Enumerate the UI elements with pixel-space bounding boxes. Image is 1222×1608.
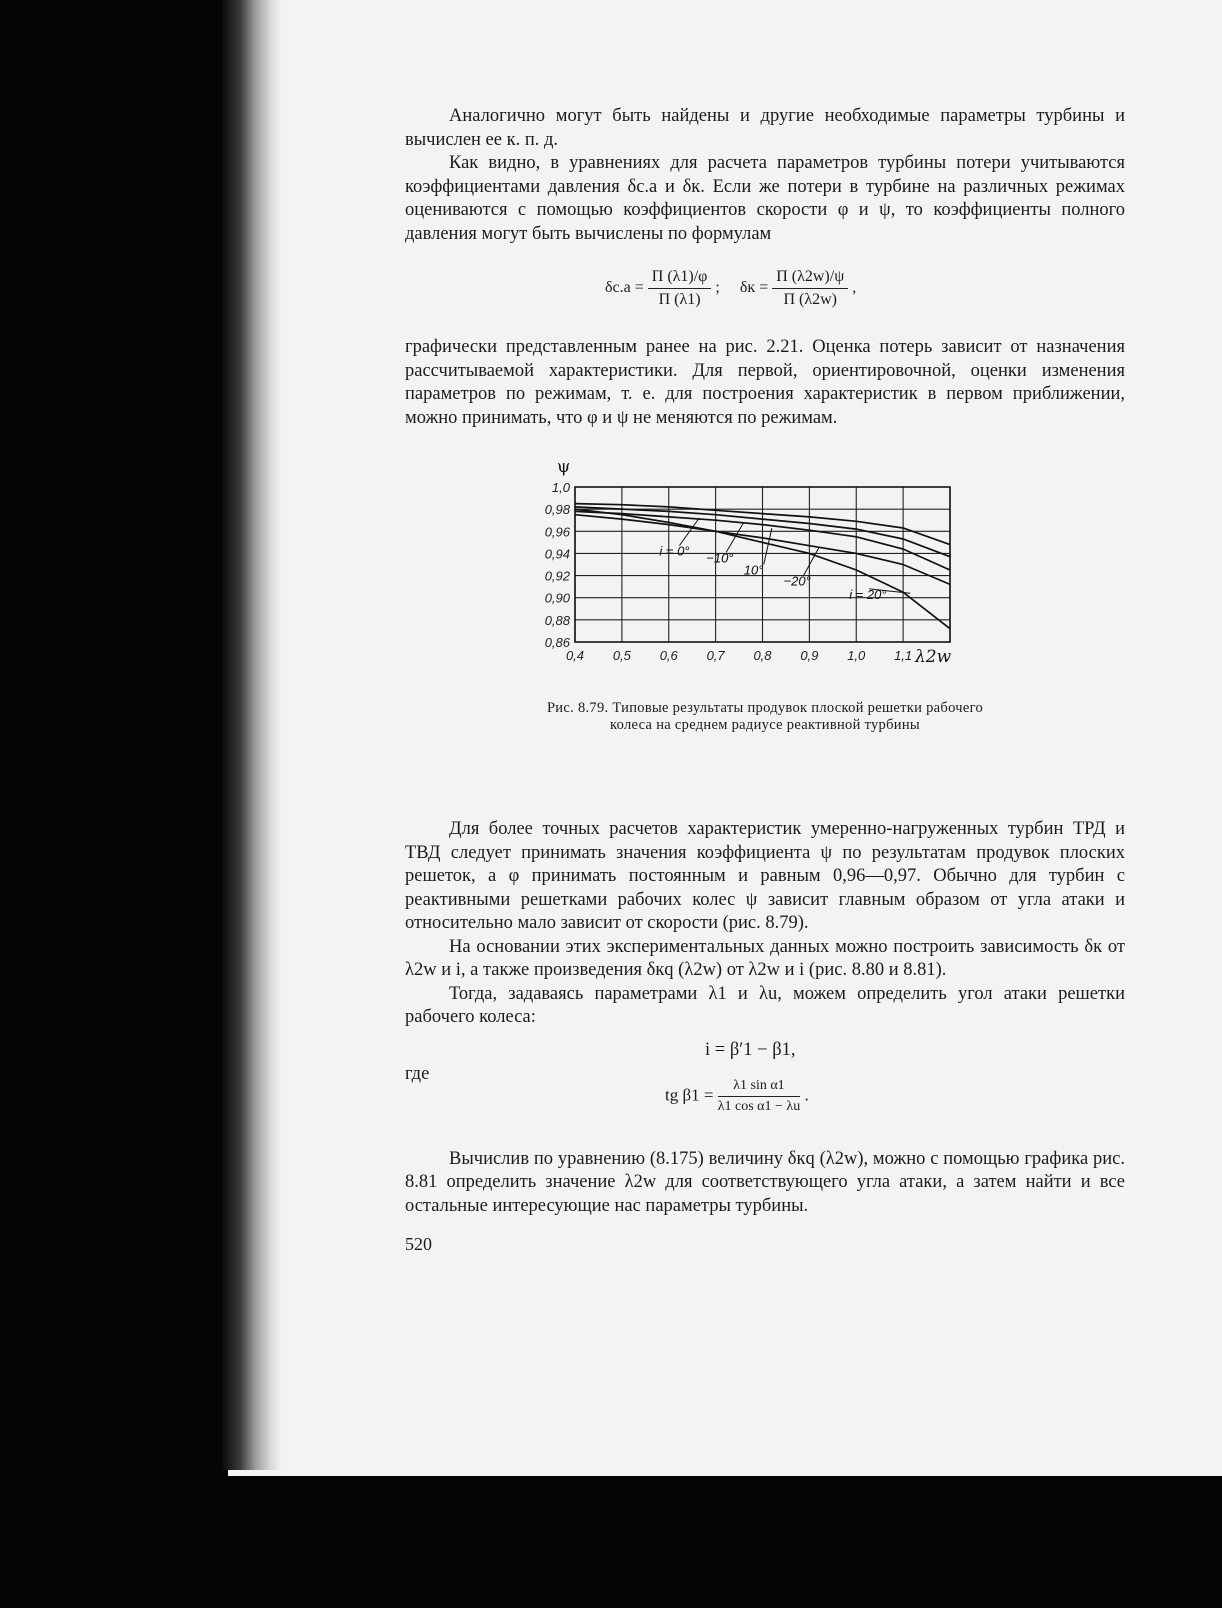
y-tick-label: 0,92: [544, 568, 570, 584]
y-tick-label: 0,96: [544, 524, 570, 540]
formula-separator: ;: [715, 279, 720, 297]
paragraph: На основании этих экспериментальных данных можно построить зависимость δк от λ2w и i, а также произведения δкq (λ2w) от λ2w и i (рис. 8.80 и 8.81).: [405, 936, 1125, 980]
fraction-denominator: Π (λ1): [658, 291, 701, 308]
x-tick-label: 0,6: [659, 648, 678, 663]
y-tick-label: 0,98: [544, 502, 570, 518]
scan-dark-bottom-margin: [0, 1476, 1222, 1608]
formula-attack-angle: i = β′1 − β1,: [705, 1039, 796, 1060]
x-tick-label: 1,1: [894, 648, 913, 663]
scan-dark-left-margin: [0, 0, 228, 1608]
x-axis-label: λ2w: [915, 647, 952, 667]
y-tick-label: 0,94: [544, 546, 570, 562]
series-label-leader: [764, 528, 772, 565]
formula-pressure-coefficients: [405, 260, 1125, 320]
figure-caption: Рис. 8.79. Типовые результаты продувок плоской решетки рабочего колеса на среднем радиусе реактивной турбины: [546, 700, 984, 733]
y-tick-label: 1,0: [551, 480, 570, 495]
series-label: i = 20°: [849, 586, 887, 602]
formula-block: [405, 1030, 1125, 1120]
formula-lhs: δс.а =: [605, 279, 644, 297]
x-tick-label: 1,0: [847, 648, 866, 663]
fraction-numerator: Π (λ2w)/ψ: [772, 268, 848, 289]
paragraph: Как видно, в уравнениях для расчета параметров турбины потери учитываются коэффициентами давления δс.а и δк. Если же потери в турбине на различных режимах оцениваются с помощью коэффициентов скорости φ и ψ, то коэффициенты полного давления могут быть вычислены по формулам: [405, 153, 1125, 244]
fraction-numerator: Π (λ1)/φ: [648, 268, 712, 289]
scan-book-spine: [222, 0, 282, 1470]
x-tick-label: 0,7: [706, 648, 725, 663]
y-tick-label: 0,86: [544, 635, 570, 650]
x-tick-label: 0,4: [565, 648, 585, 663]
y-tick-label: 0,88: [544, 612, 570, 628]
series-label: 10°: [743, 562, 764, 578]
fraction-numerator: λ1 sin α1: [718, 1078, 800, 1097]
x-tick-label: 0,9: [800, 648, 819, 663]
fraction-denominator: Π (λ2w): [783, 291, 837, 308]
fraction-denominator: λ1 cos α1 − λu: [717, 1098, 801, 1114]
fraction: [648, 268, 712, 309]
series-label: −10°: [706, 550, 734, 566]
formula-lhs: δк =: [739, 279, 769, 297]
where-label: где: [405, 1063, 430, 1084]
series-label: i = 0°: [659, 543, 690, 559]
paragraph: Аналогично могут быть найдены и другие необходимые параметры турбины и вычислен ее к. п. д.: [405, 106, 1125, 150]
x-tick-label: 0,8: [753, 648, 772, 663]
page-content: [405, 105, 1125, 1255]
fraction: [772, 268, 848, 309]
y-tick-label: 0,90: [544, 590, 570, 606]
paragraph: графически представленным ранее на рис. 2.21. Оценка потерь зависит от назначения рассчитываемой характеристики. Для первой, ориентировочной, оценки изменения параметров по режимам, т. е. для построения характеристик в первом приближении, можно принимать, что φ и ψ не меняются по режимам.: [405, 337, 1125, 428]
page-number: 520: [405, 1234, 432, 1254]
y-axis-label: ψ: [557, 460, 571, 477]
psi-lambda-chart: [405, 460, 1125, 700]
formula-end: .: [804, 1084, 809, 1104]
formula-tg-beta: [665, 1078, 809, 1115]
paragraph: Для более точных расчетов характеристик умеренно-нагруженных турбин ТРД и ТВД следует принимать значения коэффициента ψ по результатам продувок плоских решеток, а φ принимать постоянным и равным 0,96—0,97. Обычно для турбин с реактивными решетками рабочих колес ψ зависит главным образом от угла атаки и относительно мало зависит от скорости (рис. 8.79).: [405, 819, 1125, 933]
formula-lhs: tg β1 =: [665, 1084, 714, 1104]
series-label: −20°: [783, 573, 811, 589]
paragraph: Тогда, задаваясь параметрами λ1 и λu, можем определить угол атаки решетки рабочего колеса:: [405, 983, 1125, 1027]
figure-8-79: [405, 460, 1125, 780]
fraction: [718, 1078, 800, 1115]
paragraph: Вычислив по уравнению (8.175) величину δкq (λ2w), можно с помощью графика рис. 8.81 определить значение λ2w для соответствующего угла атаки, а затем найти и все остальные интересующие нас параметры турбины.: [405, 1148, 1125, 1216]
formula-end: ,: [852, 279, 857, 297]
x-tick-label: 0,5: [612, 648, 631, 663]
